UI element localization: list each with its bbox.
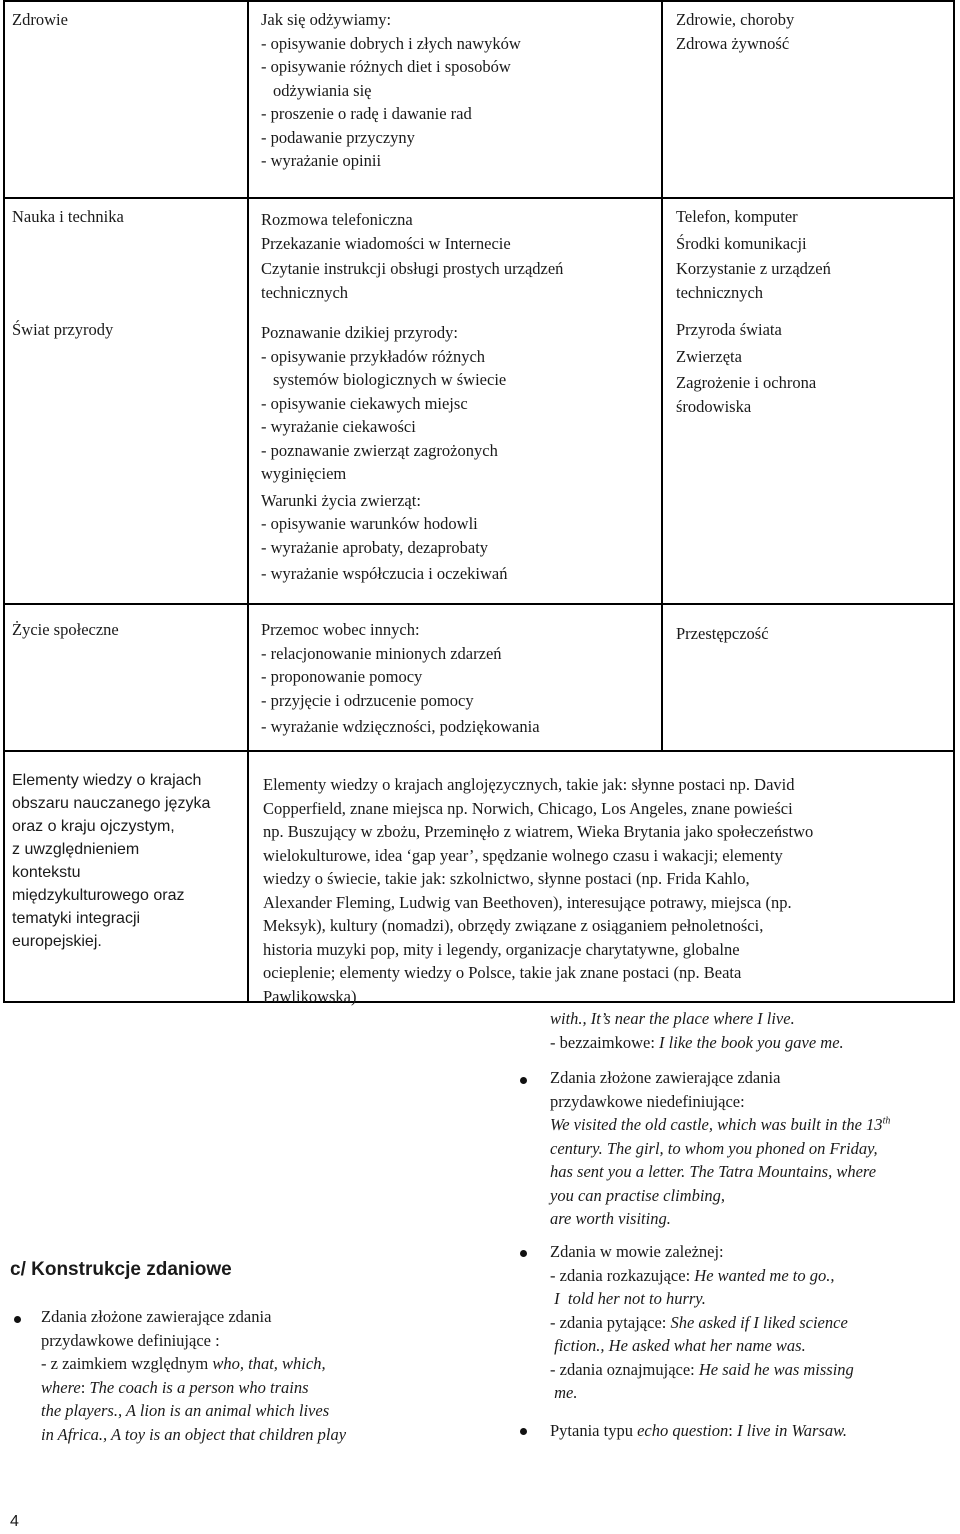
vocab-cell-science: [676, 205, 831, 304]
content-line: - opisywanie przykładów różnych: [261, 346, 486, 366]
content-line: Czytanie instrukcji obsługi prostych urządzeń: [261, 259, 564, 278]
rule-text: - z zaimkiem względnym: [41, 1354, 213, 1373]
topic-text: Nauka i technika: [12, 207, 124, 226]
content-cell-culture: [263, 773, 813, 1008]
rule-text: - zdania oznajmujące:: [550, 1359, 699, 1379]
row-divider-1: [3, 197, 955, 199]
item-label: przydawkowe definiujące :: [41, 1330, 220, 1350]
content-line: - opisywanie dobrych i złych nawyków: [261, 33, 521, 53]
item-label: Zdania w mowie zależnej:: [550, 1242, 724, 1261]
content-line: wiedzy o świecie, takie jak: szkolnictwo, słynne postaci (np. Frida Kahlo,: [263, 869, 750, 888]
defining-clauses: [41, 1305, 346, 1446]
content-line: - proszenie o radę i dawanie rad: [261, 104, 472, 123]
example-line: with., It’s near the place where I live.: [550, 1009, 795, 1028]
non-defining-clauses: [550, 1066, 890, 1231]
example-line: are worth visiting.: [550, 1209, 671, 1228]
content-line: Meksyk), kultury (nomadzi), obrzędy związane z osiąganiem pełnoletności,: [263, 916, 764, 935]
vocab-line: technicznych: [676, 282, 764, 302]
example-line: [550, 1358, 854, 1382]
rule-text: - zdania pytające:: [550, 1312, 671, 1332]
topic-cell-health: [12, 8, 68, 32]
rule-text: - bezzaimkowe:: [550, 1032, 660, 1052]
bullet-icon: [14, 1316, 21, 1323]
content-line: odżywiania się: [273, 80, 372, 100]
table-border-left: [3, 0, 5, 1003]
example-line: [550, 1031, 844, 1055]
vocab-cell-nature: [676, 318, 816, 418]
content-line: historia muzyki pop, mity i legendy, organizacje charytatywne, globalne: [263, 939, 740, 959]
topic-line: z uwzględnieniem: [12, 841, 140, 858]
content-cell-nature: [261, 321, 507, 586]
content-line: Warunki życia zwierząt:: [261, 490, 421, 510]
topic-line: tematyki integracji: [12, 910, 141, 927]
column-divider-1: [247, 0, 249, 1003]
content-line: ocieplenie; elementy wiedzy o Polsce, takie jak znane postaci (np. Beata: [263, 963, 742, 982]
example-line: has sent you a letter. The Tatra Mountains, where: [550, 1162, 877, 1181]
row-divider-3: [3, 750, 955, 752]
content-line: technicznych: [261, 282, 349, 302]
bullet-icon: [520, 1250, 527, 1257]
section-heading: c/ Konstrukcje zdaniowe: [10, 1259, 232, 1280]
content-line: - poznawanie zwierząt zagrożonych: [261, 440, 498, 460]
topic-line: międzykulturowego oraz: [12, 887, 185, 904]
topic-text: Świat przyrody: [12, 320, 114, 339]
content-line: Rozmowa telefoniczna: [261, 210, 413, 229]
content-line: Jak się odżywiamy:: [261, 10, 392, 29]
topic-text: Życie społeczne: [12, 620, 119, 639]
example-text: He said he was missing: [698, 1359, 854, 1379]
example-text: I live in Warsaw.: [736, 1421, 847, 1440]
table-border-right: [953, 0, 955, 1003]
topic-line: obszaru nauczanego języka: [12, 795, 211, 812]
example-line: [550, 1381, 854, 1405]
content-line: - wyrażanie współczucia i oczekiwań: [261, 564, 508, 583]
content-line: Przemoc wobec innych:: [261, 620, 420, 639]
content-line: - wyrażanie opinii: [261, 151, 382, 170]
vocab-line: Zwierzęta: [676, 346, 742, 366]
example-line: [550, 1264, 854, 1288]
item-label: przydawkowe niedefiniujące:: [550, 1091, 745, 1111]
example-line: you can practise climbing,: [550, 1185, 726, 1205]
example-text: fiction., He asked what her name was.: [550, 1336, 806, 1355]
reported-speech: [550, 1240, 854, 1405]
vocab-line: Przestępczość: [676, 624, 769, 643]
topic-cell-nature: [12, 318, 113, 342]
row-divider-2: [3, 603, 955, 605]
content-line: - opisywanie ciekawych miejsc: [261, 393, 468, 413]
content-line: systemów biologicznych w świecie: [273, 370, 507, 389]
example-text: He wanted me to go.,: [694, 1265, 835, 1285]
content-line: - opisywanie różnych diet i sposobów: [261, 57, 511, 76]
content-line: - relacjonowanie minionych zdarzeń: [261, 643, 502, 663]
example-text: We visited the old castle, which was built in the 13: [550, 1115, 883, 1134]
example-line: [550, 1334, 854, 1358]
example-line: [41, 1376, 346, 1400]
example-line: the players., A lion is an animal which lives: [41, 1401, 330, 1420]
example-text: She asked if I liked science: [670, 1312, 848, 1332]
table-border-top: [3, 0, 955, 2]
content-line: - podawanie przyczyny: [261, 127, 415, 147]
content-cell-science: [261, 208, 563, 304]
topic-line: europejskiej.: [12, 933, 102, 950]
content-line: Elementy wiedzy o krajach anglojęzycznych, takie jak: słynne postaci np. David: [263, 775, 795, 794]
item-label: Zdania złożone zawierające zdania: [41, 1307, 272, 1326]
content-line: wielokulturowe, idea ‘gap year’, spędzanie wolnego czasu i wakacji; elementy: [263, 845, 783, 865]
vocab-line: Zagrożenie i ochrona: [676, 373, 817, 392]
content-line: - wyrażanie aprobaty, dezaprobaty: [261, 537, 489, 557]
example-text: I told her not to hurry.: [550, 1289, 706, 1308]
example-line: century. The girl, to whom you phoned on Friday,: [550, 1138, 878, 1158]
vocab-line: Przyroda świata: [676, 320, 782, 339]
page-number: 4: [10, 1513, 19, 1530]
vocab-line: Zdrowa żywność: [676, 33, 790, 53]
column-divider-2: [661, 0, 663, 750]
example-line: in Africa., A toy is an object that children play: [41, 1424, 347, 1444]
topic-line: kontekstu: [12, 864, 81, 881]
bullet-icon: [520, 1428, 527, 1435]
rule-text: Pytania typu: [550, 1421, 638, 1440]
content-line: Poznawanie dzikiej przyrody:: [261, 323, 459, 342]
content-line: Pawlikowska): [263, 986, 357, 1006]
example-text: I like the book you gave me.: [659, 1032, 844, 1052]
topic-line: Elementy wiedzy o krajach: [12, 772, 202, 789]
topic-text: Zdrowie: [12, 10, 68, 29]
vocab-line: Środki komunikacji: [676, 233, 807, 253]
content-line: - przyjęcie i odrzucenie pomocy: [261, 690, 474, 710]
vocab-cell-health: [676, 8, 794, 55]
content-line: Alexander Fleming, Ludwig van Beethoven), interesujące potrawy, miejsca (np.: [263, 892, 792, 912]
example-text: The coach is a person who trains: [89, 1377, 309, 1397]
term-text: echo question: [637, 1421, 729, 1440]
content-line: - opisywanie warunków hodowli: [261, 514, 478, 533]
content-line: - wyrażanie wdzięczności, podziękowania: [261, 717, 540, 736]
content-line: Przekazanie wiadomości w Internecie: [261, 233, 511, 253]
vocab-line: Telefon, komputer: [676, 207, 798, 226]
content-line: np. Buszujący w zbożu, Przeminęło z wiatrem, Wieka Brytania jako społeczeństwo: [263, 822, 814, 841]
content-line: - proponowanie pomocy: [261, 667, 423, 686]
separator: :: [80, 1377, 90, 1397]
topic-cell-culture: [12, 769, 210, 953]
content-line: - wyrażanie ciekawości: [261, 417, 416, 436]
vocab-cell-social: [676, 622, 769, 646]
vocab-line: Zdrowie, choroby: [676, 10, 795, 29]
content-cell-social: [261, 618, 540, 739]
example-line: [550, 1287, 854, 1311]
rule-text: - zdania rozkazujące:: [550, 1265, 695, 1285]
bullet-icon: [520, 1077, 527, 1084]
vocab-line: Korzystanie z urządzeń: [676, 259, 831, 278]
topic-cell-social: [12, 618, 119, 642]
example-text: where: [41, 1377, 81, 1397]
topic-line: oraz o kraju ojczystym,: [12, 818, 175, 835]
vocab-line: środowiska: [676, 396, 752, 416]
example-line: [550, 1311, 854, 1335]
topic-cell-science: [12, 205, 124, 229]
superscript: th: [882, 1115, 891, 1127]
example-text: who, that, which,: [212, 1354, 326, 1373]
separator: :: [728, 1421, 737, 1440]
item-label: Zdania złożone zawierające zdania: [550, 1068, 781, 1087]
content-line: wyginięciem: [261, 464, 347, 483]
relative-clause-continuation: [550, 1007, 844, 1054]
curriculum-table: [3, 0, 955, 1006]
example-line: [550, 1113, 890, 1137]
echo-questions: [550, 1419, 847, 1443]
example-text: me.: [550, 1383, 578, 1402]
example-line: [41, 1352, 346, 1376]
content-cell-health: [261, 8, 521, 173]
content-line: Copperfield, znane miejsca np. Norwich, Chicago, Los Angeles, znane powieści: [263, 798, 793, 818]
